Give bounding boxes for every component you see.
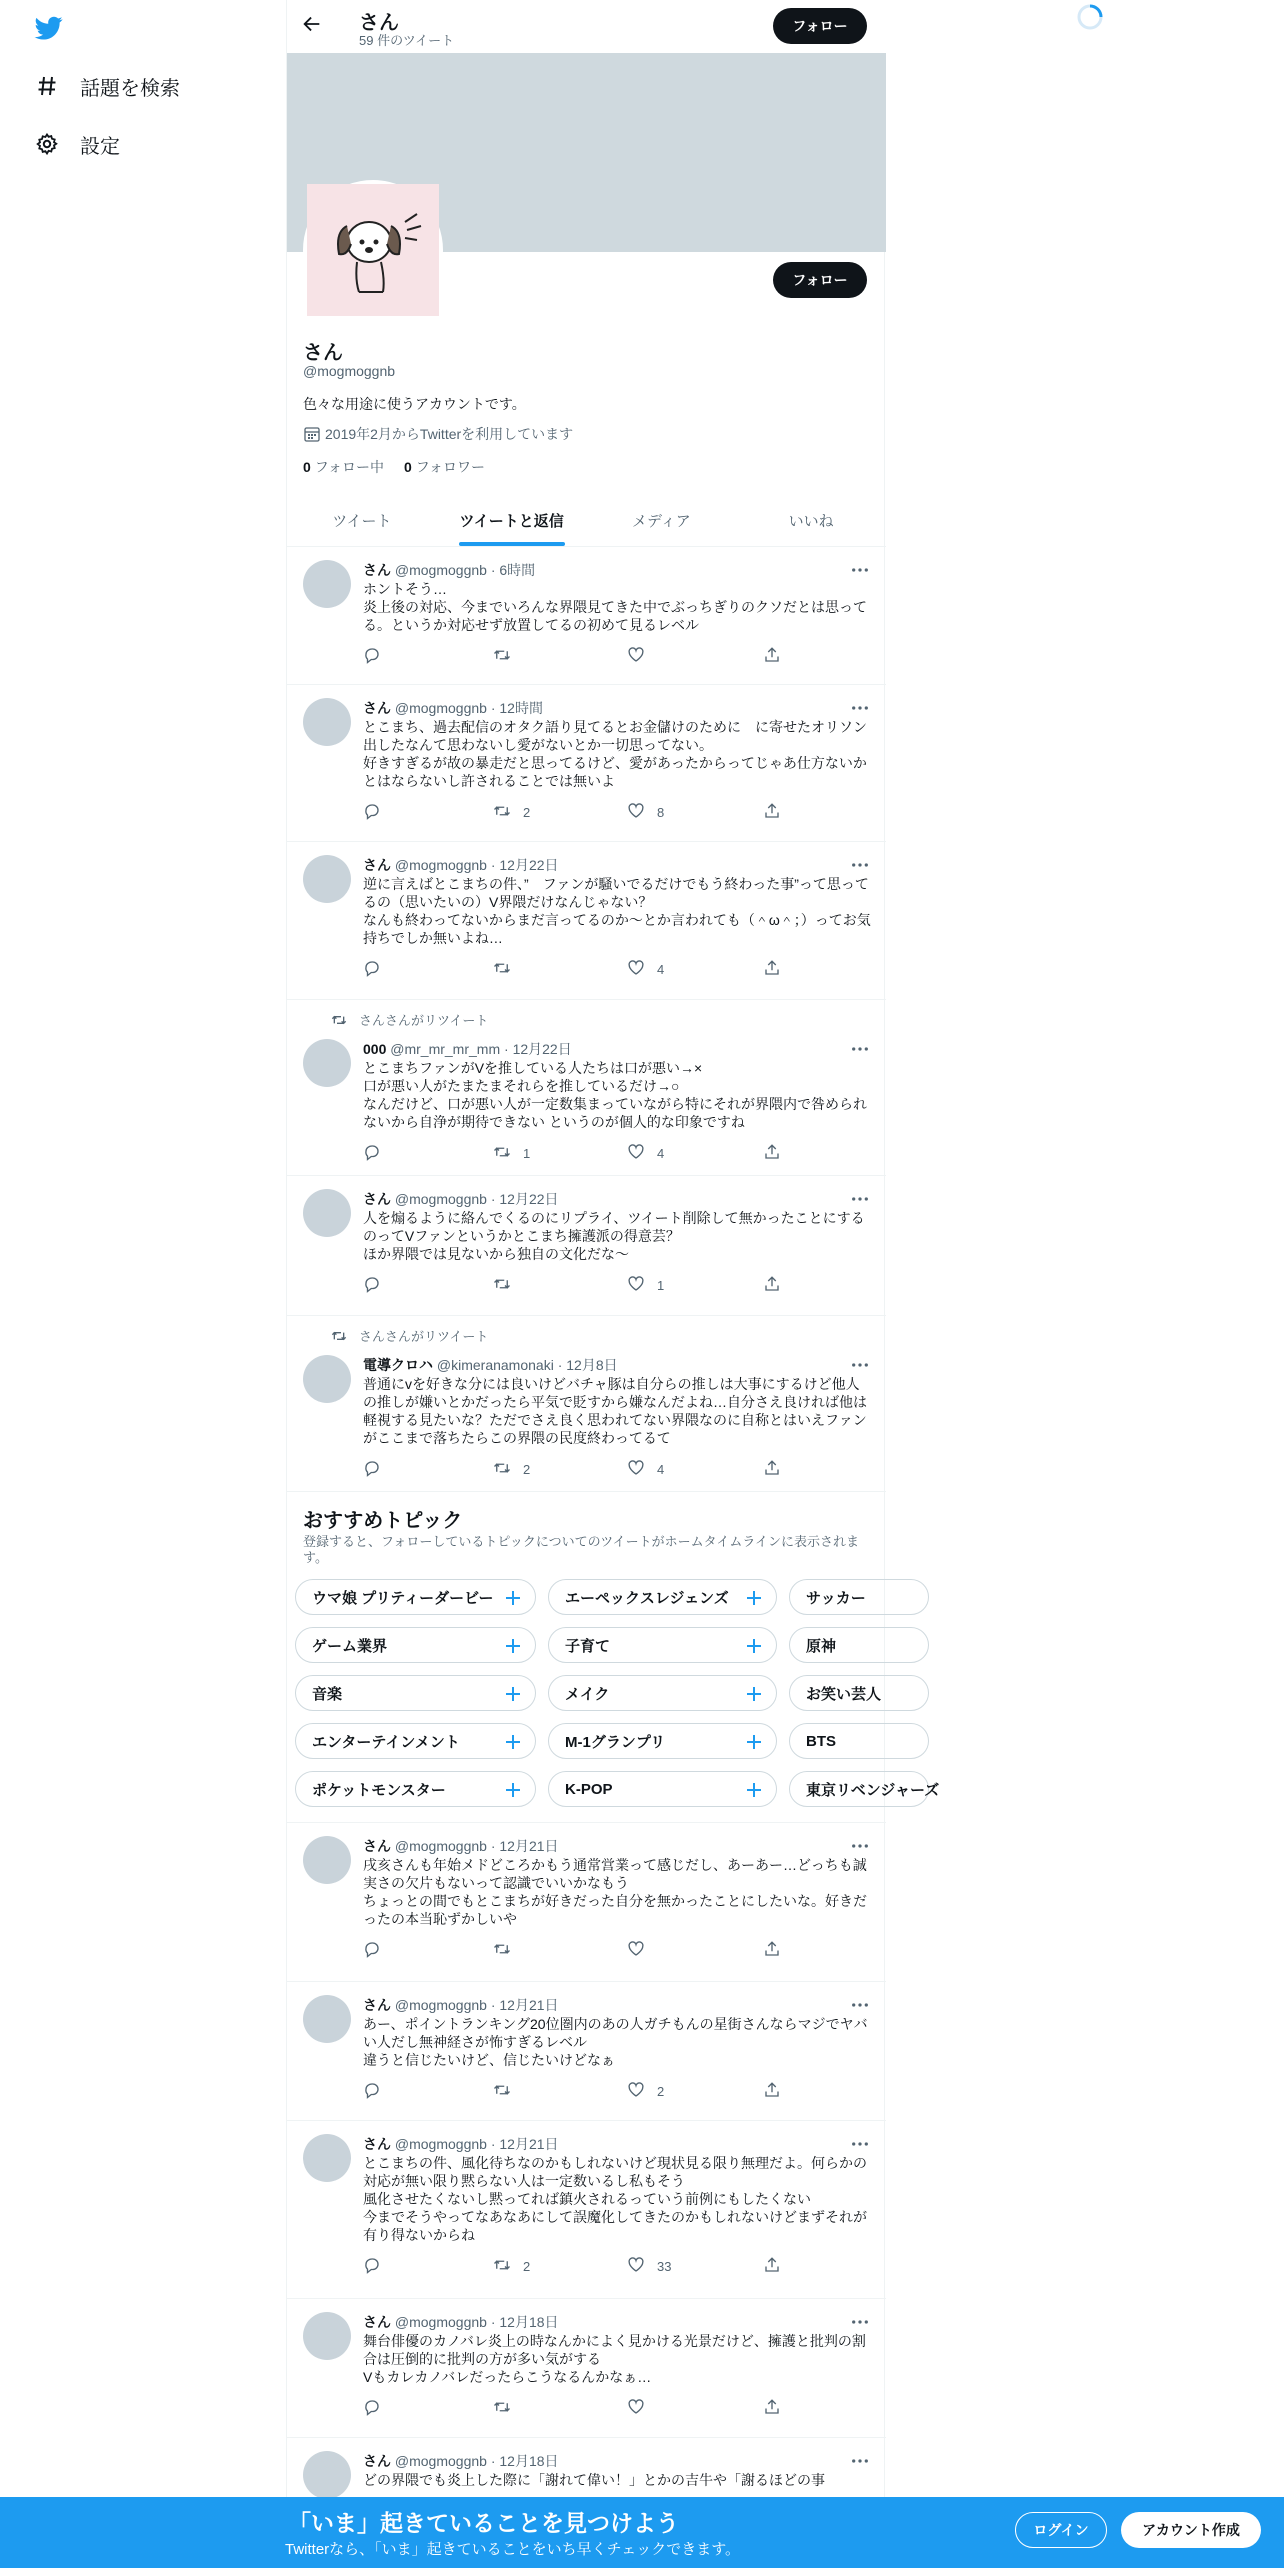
tab-tweets[interactable]: ツイート (332, 512, 392, 530)
retweet-icon (493, 959, 511, 980)
retweet-label: さんさんがリツイート (359, 1329, 489, 1344)
reply-button[interactable] (363, 646, 393, 666)
profile-follow-button[interactable]: フォロー (773, 262, 867, 298)
heart-icon (627, 1275, 645, 1296)
tweet-header: 000 @mr_mr_mr_mm · 12月22日 (363, 1041, 572, 1057)
retweet-button[interactable] (493, 1275, 523, 1295)
tweet-header: さん @mogmoggnb · 12時間 (363, 700, 543, 716)
tweet-time[interactable]: 12月8日 (566, 1357, 618, 1373)
profile-follow-stats (303, 457, 485, 477)
more-options-icon[interactable] (850, 857, 870, 873)
retweet-icon (493, 1275, 511, 1296)
share-icon (763, 2256, 781, 2277)
tweet[interactable] (287, 2121, 886, 2299)
retweet-icon (493, 802, 511, 823)
retweet-button[interactable] (493, 959, 523, 979)
plus-icon[interactable] (503, 1780, 523, 1800)
tweet-avatar[interactable] (303, 1189, 351, 1237)
tweet-time[interactable]: 12月18日 (499, 2453, 559, 2469)
topic-chip-label: ポケットモンスター (312, 1781, 446, 1799)
tweet-author-handle[interactable]: @mr_mr_mr_mm (390, 1041, 501, 1057)
tweet[interactable] (287, 1176, 886, 1316)
reply-icon (363, 802, 381, 823)
topic-chip-label: エーペックスレジェンズ (565, 1589, 729, 1607)
tweet-avatar[interactable] (303, 698, 351, 746)
nav-settings-label: 設定 (80, 135, 120, 158)
tweet[interactable] (287, 2299, 886, 2438)
retweet-count: 2 (523, 2258, 531, 2274)
like-button[interactable] (627, 959, 664, 979)
reply-button[interactable] (363, 802, 393, 822)
share-icon (763, 2398, 781, 2419)
tweet-time[interactable]: 12月22日 (512, 1041, 572, 1057)
retweet-icon (493, 2256, 511, 2277)
profile-joined (303, 424, 573, 444)
share-button[interactable] (763, 1143, 781, 1163)
topic-chip-label: ウマ娘 プリティーダービー (312, 1589, 494, 1607)
tweet-header: さん @mogmoggnb · 12月22日 (363, 1191, 559, 1207)
like-button[interactable] (627, 1143, 664, 1163)
share-icon (763, 646, 781, 667)
reply-button[interactable] (363, 1459, 393, 1479)
more-options-icon[interactable] (850, 700, 870, 716)
reply-icon (363, 1143, 381, 1164)
reply-button[interactable] (363, 1940, 393, 1960)
share-icon (763, 1143, 781, 1164)
tweet-actions (363, 1940, 783, 1960)
reply-icon (363, 2256, 381, 2277)
like-count: 8 (657, 804, 665, 820)
more-options-icon[interactable] (850, 2314, 870, 2330)
tweet-author-name[interactable]: さん (363, 2453, 391, 2469)
tweet-avatar[interactable] (303, 1995, 351, 2043)
active-tab-indicator (459, 542, 565, 546)
profile-joined-text: 2019年2月からTwitterを利用しています (325, 426, 574, 442)
tweet-time[interactable]: 12月21日 (499, 2136, 559, 2152)
retweet-icon (493, 646, 511, 667)
profile-avatar[interactable] (303, 180, 443, 320)
tweet-author-handle[interactable]: @mogmoggnb (394, 857, 487, 873)
share-icon (763, 802, 781, 823)
tweet-header: さん @mogmoggnb · 12月18日 (363, 2453, 559, 2469)
like-button[interactable] (627, 646, 657, 666)
profile-name: さん (303, 342, 343, 364)
signup-prompt-bar (0, 2497, 1284, 2568)
retweet-button[interactable] (493, 2256, 530, 2276)
tweet[interactable] (287, 1982, 886, 2121)
reply-icon (363, 646, 381, 667)
tweet-time[interactable]: 12月18日 (499, 2314, 559, 2330)
share-button[interactable] (763, 2081, 781, 2101)
tweet-header: さん @mogmoggnb · 12月18日 (363, 2314, 559, 2330)
topic-chip-label: お笑い芸人 (806, 1685, 882, 1703)
reply-icon (363, 2081, 381, 2102)
retweet-button[interactable] (493, 1940, 523, 1960)
tweet-actions (363, 1143, 783, 1163)
like-count: 4 (657, 1145, 665, 1161)
tweet-text: あー、ポイントランキング20位圏内のあの人ガチもんの星街さんならマジでヤバい人だし無神経さが怖すぎるレベル 違うと信じたいけど、信じたいけどなぁ (363, 2016, 868, 2068)
tweet[interactable] (287, 547, 886, 685)
plus-icon[interactable] (744, 1636, 764, 1656)
tweet-author-handle[interactable]: @mogmoggnb (394, 562, 487, 578)
share-icon (763, 1275, 781, 1296)
tweet-author-handle[interactable]: @mogmoggnb (394, 2314, 487, 2330)
retweet-indicator (331, 1326, 488, 1345)
signup-prompt-title: 「いま」起きていることを見つけよう (288, 2510, 679, 2536)
tweet-avatar[interactable] (303, 1836, 351, 1884)
nav-explore-label: 話題を検索 (80, 77, 180, 100)
tab-tweets-and-replies[interactable]: ツイートと返信 (437, 494, 587, 546)
topic-chip[interactable] (789, 1579, 929, 1615)
like-button[interactable] (627, 1275, 664, 1295)
twitter-bird-icon[interactable] (33, 14, 65, 42)
topic-chip-label: ゲーム業界 (312, 1637, 388, 1655)
tweet-text: どの界隈でも炎上した際に「謝れて偉い！」とかの吉牛や「謝るほどの事 (363, 2472, 825, 2488)
retweet-count: 2 (523, 804, 531, 820)
like-button[interactable] (627, 1459, 664, 1479)
tweet-author-handle[interactable]: @mogmoggnb (394, 1191, 487, 1207)
topics-subtitle: 登録すると、フォローしているトピックについてのツイートがホームタイムラインに表示されます。 (303, 1534, 860, 1565)
tweet-avatar[interactable] (303, 1355, 351, 1403)
like-button[interactable] (627, 802, 664, 822)
topic-chip[interactable] (295, 1579, 536, 1615)
retweet-icon (493, 2398, 511, 2419)
back-arrow-icon[interactable] (301, 13, 327, 39)
topic-chip-label: サッカー (806, 1589, 866, 1607)
topic-chip[interactable] (789, 1675, 929, 1711)
heart-icon (627, 646, 645, 667)
topic-chip[interactable] (548, 1723, 777, 1759)
topic-chip[interactable] (295, 1723, 536, 1759)
tweet-header: 電導クロハ @kimeranamonaki · 12月8日 (363, 1357, 618, 1373)
more-options-icon[interactable] (850, 1357, 870, 1373)
tweet-avatar[interactable] (303, 855, 351, 903)
tweet-header: さん @mogmoggnb · 12月22日 (363, 857, 559, 873)
tweet-avatar[interactable] (303, 560, 351, 608)
tweet-author-handle[interactable]: @mogmoggnb (394, 1838, 487, 1854)
tweet-text: ホントそう… 炎上後の対応、今までいろんな界隈見てきた中でぶっちぎりのクソだとは思ってる。というか対応せず放置してるの初めて見るレベル (363, 581, 867, 633)
tweet-time[interactable]: 12月22日 (499, 1191, 559, 1207)
like-count: 4 (657, 961, 665, 977)
more-options-icon[interactable] (850, 1838, 870, 1854)
tweet-avatar[interactable] (303, 2134, 351, 2182)
share-icon (763, 1459, 781, 1480)
profile-handle: @mogmoggnb (303, 363, 396, 379)
tweet-text: 舞台俳優のカノバレ炎上の時なんかによく見かける光景だけど、擁護と批判の割合は圧倒的に批判の方が多い気がする Vもカレカノバレだったらこうなるんかなぁ… (363, 2333, 866, 2385)
tweet-author-name[interactable]: さん (363, 562, 391, 578)
retweet-icon (493, 2081, 511, 2102)
heart-icon (627, 2081, 645, 2102)
share-button[interactable] (763, 646, 781, 666)
topic-chip-label: BTS (806, 1732, 836, 1750)
tweet[interactable] (287, 842, 886, 1000)
topic-chip-label: エンターテインメント (312, 1733, 460, 1751)
tweet[interactable] (287, 685, 886, 842)
topic-chip-label: メイク (565, 1685, 610, 1703)
tweet[interactable] (287, 1000, 886, 1176)
retweet-count: 2 (523, 1461, 531, 1477)
tweet-author-name[interactable]: さん (363, 700, 391, 716)
like-count: 4 (657, 1461, 665, 1477)
reply-button[interactable] (363, 2256, 393, 2276)
more-options-icon[interactable] (850, 1191, 870, 1207)
topic-chip[interactable] (548, 1579, 777, 1615)
tweet-actions (363, 1459, 783, 1479)
retweet-icon (331, 1012, 347, 1028)
tweet-header: さん @mogmoggnb · 12月21日 (363, 1997, 559, 2013)
retweet-button[interactable] (493, 2081, 523, 2101)
heart-icon (627, 2256, 645, 2277)
header-tweet-count: 59 件のツイート (359, 33, 455, 48)
left-nav (0, 0, 286, 2568)
profile-header-bar (287, 0, 886, 53)
topics-title: おすすめトピック (303, 1510, 463, 1532)
more-options-icon[interactable] (850, 562, 870, 578)
heart-icon (627, 1459, 645, 1480)
topic-chip-label: 音楽 (312, 1685, 343, 1703)
tweet-author-name[interactable]: さん (363, 857, 391, 873)
topic-chip[interactable] (789, 1723, 929, 1759)
share-button[interactable] (763, 1275, 781, 1295)
tweet-author-handle[interactable]: @mogmoggnb (394, 700, 487, 716)
tweet[interactable] (287, 1823, 886, 1982)
tweet-actions (363, 2256, 783, 2276)
retweet-button[interactable] (493, 2398, 523, 2418)
tweet-text: 戌亥さんも年始メドどころかもう通常営業って感じだし、あーあー…どっちも誠実さの欠片もないって認識でいいかなもう ちょっとの間でもとこまちが好きだった自分を無かったことにしたいな。好きだったの本当恥ずかしいや (363, 1857, 867, 1927)
share-icon (763, 1940, 781, 1961)
tweet-author-name[interactable]: さん (363, 1838, 391, 1854)
reply-button[interactable] (363, 2081, 393, 2101)
tab-likes[interactable]: いいね (788, 512, 834, 530)
tweet[interactable] (287, 1316, 886, 1492)
tweet-header: さん @mogmoggnb · 12月21日 (363, 1838, 559, 1854)
tweet-time[interactable]: 12月21日 (499, 1838, 559, 1854)
heart-icon (627, 1143, 645, 1164)
tweet-avatar[interactable] (303, 2312, 351, 2360)
topic-chip-label: M-1グランプリ (565, 1733, 666, 1751)
topic-chip-label: K-POP (565, 1780, 613, 1798)
header-follow-button[interactable]: フォロー (773, 8, 867, 44)
tweet-actions (363, 802, 783, 822)
tweet-text: とこまちの件、風化待ちなのかもしれないけど現状見る限り無理だよ。何らかの対応が無い限り黙らない人は一定数いるし私もそう 風化させたくないし黙ってれば鎮火されるっていう前例にもしたくない 今までそうやってなあなあにして誤魔化してきたのかもしれないけどまずそれが有り得ないからね (363, 2155, 867, 2243)
retweet-icon (493, 1459, 511, 1480)
tweet-text: とこまちファンがVを推している人たちは口が悪い→× 口が悪い人がたまたまそれらを推しているだけ→○ なんだけど、口が悪い人が一定数集まっていながら特にそれが界隈内で咎められないから自浄が期待できない というのが個人的な印象ですね (363, 1060, 867, 1130)
reply-icon (363, 1459, 381, 1480)
plus-icon[interactable] (744, 1684, 764, 1704)
more-options-icon[interactable] (850, 1041, 870, 1057)
hashtag-icon (34, 73, 60, 99)
following-link[interactable]: 0 フォロー中 (303, 459, 384, 475)
share-button[interactable] (763, 959, 781, 979)
retweet-button[interactable] (493, 1143, 530, 1163)
reply-button[interactable] (363, 1275, 393, 1295)
like-count: 33 (657, 2258, 672, 2274)
share-button[interactable] (763, 1940, 781, 1960)
share-button[interactable] (763, 2256, 781, 2276)
topic-chip[interactable] (548, 1627, 777, 1663)
heart-icon (627, 959, 645, 980)
like-button[interactable] (627, 2081, 664, 2101)
tweet-text: 逆に言えばとこまちの件、” ファンが騒いでるだけでもう終わった事”って思ってるの（思いたいの）V界隈だけなんじゃない？ なんも終わってないからまだ言ってるのか～とか言われても（＾ω＾；）ってお気持ちでしか無いよね… (363, 876, 871, 946)
like-count: 2 (657, 2083, 665, 2099)
tweet-author-name[interactable]: さん (363, 2314, 391, 2330)
loading-spinner (1075, 2, 1105, 32)
retweet-icon (493, 1940, 511, 1961)
tweet-text: 人を煽るように絡んでくるのにリプライ、ツイート削除して無かったことにするのってVファンというかとこまち擁護派の得意芸？ ほか界隈では見ないから独自の文化だな～ (363, 1210, 865, 1262)
reply-icon (363, 2398, 381, 2419)
reply-icon (363, 959, 381, 980)
topic-chip[interactable] (789, 1771, 940, 1807)
tweet-actions (363, 2398, 783, 2418)
topic-chip-label: 子育て (565, 1637, 611, 1655)
like-button[interactable] (627, 2398, 657, 2418)
heart-icon (627, 802, 645, 823)
plus-icon[interactable] (744, 1780, 764, 1800)
share-button[interactable] (763, 802, 781, 822)
plus-icon[interactable] (503, 1732, 523, 1752)
tweet-avatar[interactable] (303, 1039, 351, 1087)
tweet-time[interactable]: 6時間 (499, 562, 536, 578)
topic-chip[interactable] (295, 1627, 536, 1663)
plus-icon[interactable] (503, 1588, 523, 1608)
tweet-time[interactable]: 12月22日 (499, 857, 559, 873)
header-name: さん (359, 12, 399, 34)
more-options-icon[interactable] (850, 1997, 870, 2013)
recommended-topics (287, 1492, 940, 1823)
share-icon (763, 2081, 781, 2102)
like-button[interactable] (627, 2256, 671, 2276)
retweet-indicator (331, 1010, 488, 1029)
login-button[interactable]: ログイン (1015, 2512, 1107, 2548)
topic-chip[interactable] (295, 1771, 536, 1807)
reply-button[interactable] (363, 1143, 393, 1163)
tweet-actions (363, 2081, 783, 2101)
plus-icon[interactable] (503, 1684, 523, 1704)
retweet-label: さんさんがリツイート (359, 1013, 489, 1028)
retweet-button[interactable] (493, 1459, 530, 1479)
nav-explore[interactable] (34, 66, 180, 106)
tweet-author-handle[interactable]: @mogmoggnb (394, 2136, 487, 2152)
profile-bio: 色々な用途に使うアカウントです。 (303, 396, 526, 412)
tweet-avatar[interactable] (303, 2451, 351, 2499)
like-count: 1 (657, 1277, 665, 1293)
heart-icon (627, 2398, 645, 2419)
like-button[interactable] (627, 1940, 657, 1960)
reply-icon (363, 1275, 381, 1296)
topic-chip[interactable] (548, 1771, 777, 1807)
tweet-actions (363, 959, 783, 979)
tweet-actions (363, 646, 783, 666)
retweet-button[interactable] (493, 802, 530, 822)
share-icon (763, 959, 781, 980)
retweet-button[interactable] (493, 646, 523, 666)
heart-icon (627, 1940, 645, 1961)
plus-icon[interactable] (503, 1636, 523, 1656)
followers-link[interactable]: 0 フォロワー (404, 459, 485, 475)
retweet-icon (493, 1143, 511, 1164)
reply-icon (363, 1940, 381, 1961)
tweet-author-handle[interactable]: @mogmoggnb (394, 1997, 487, 2013)
tweet-author-name[interactable]: さん (363, 1191, 391, 1207)
reply-button[interactable] (363, 2398, 393, 2418)
tab-media[interactable]: メディア (631, 512, 691, 530)
retweet-count: 1 (523, 1145, 531, 1161)
topic-chip[interactable] (295, 1675, 536, 1711)
tweet-time[interactable]: 12月21日 (499, 1997, 559, 2013)
calendar-icon (303, 425, 321, 443)
tweet-text: とこまち、過去配信のオタク語り見てるとお金儲けのために に寄せたオリソン出したなんて思わないし愛がないとか一切思ってない。 好きすぎるが故の暴走だと思ってるけど、愛があったからってじゃあ仕方ないかとはならないし許されることでは無いよ (363, 719, 867, 789)
share-button[interactable] (763, 1459, 781, 1479)
reply-button[interactable] (363, 959, 393, 979)
gear-icon (34, 131, 60, 157)
tweet-time[interactable]: 12時間 (499, 700, 543, 716)
tweet-header: さん @mogmoggnb · 12月21日 (363, 2136, 559, 2152)
more-options-icon[interactable] (850, 2136, 870, 2152)
signup-button[interactable]: アカウント作成 (1121, 2512, 1261, 2548)
topic-chip-label: 東京リベンジャーズ (806, 1781, 940, 1799)
retweet-icon (331, 1328, 347, 1344)
plus-icon[interactable] (744, 1732, 764, 1752)
tweet-author-name[interactable]: 000 (363, 1041, 387, 1057)
tweet-author-name[interactable]: 電導クロハ (363, 1357, 433, 1373)
tweet-author-name[interactable]: さん (363, 2136, 391, 2152)
tweet-actions (363, 1275, 783, 1295)
main-column (286, 0, 940, 2568)
topic-chip[interactable] (548, 1675, 777, 1711)
tweet-header: さん @mogmoggnb · 6時間 (363, 562, 536, 578)
tweet-author-name[interactable]: さん (363, 1997, 391, 2013)
topic-chip[interactable] (789, 1627, 929, 1663)
profile-tabs (287, 494, 886, 547)
tweet-author-handle[interactable]: @mogmoggnb (394, 2453, 487, 2469)
share-button[interactable] (763, 2398, 781, 2418)
topic-chip-label: 原神 (806, 1637, 837, 1655)
nav-settings[interactable] (34, 124, 120, 164)
more-options-icon[interactable] (850, 2453, 870, 2469)
signup-prompt-subtitle: Twitterなら、「いま」起きていることをいち早くチェックできます。 (285, 2541, 741, 2558)
tweet-author-handle[interactable]: @kimeranamonaki (436, 1357, 554, 1373)
tweet-text: 普通にvを好きな分には良いけどバチャ豚は自分らの推しは大事にするけど他人の推しが嫌いとかだったら平気で貶すから嫌なんだよね…自分さえ良ければ他は軽視する見たいな？ただでさえ良く思われてない界隈なのに自称とはいえファンがここまで落ちたらこの界隈の民度終わってるて (363, 1376, 867, 1446)
plus-icon[interactable] (744, 1588, 764, 1608)
